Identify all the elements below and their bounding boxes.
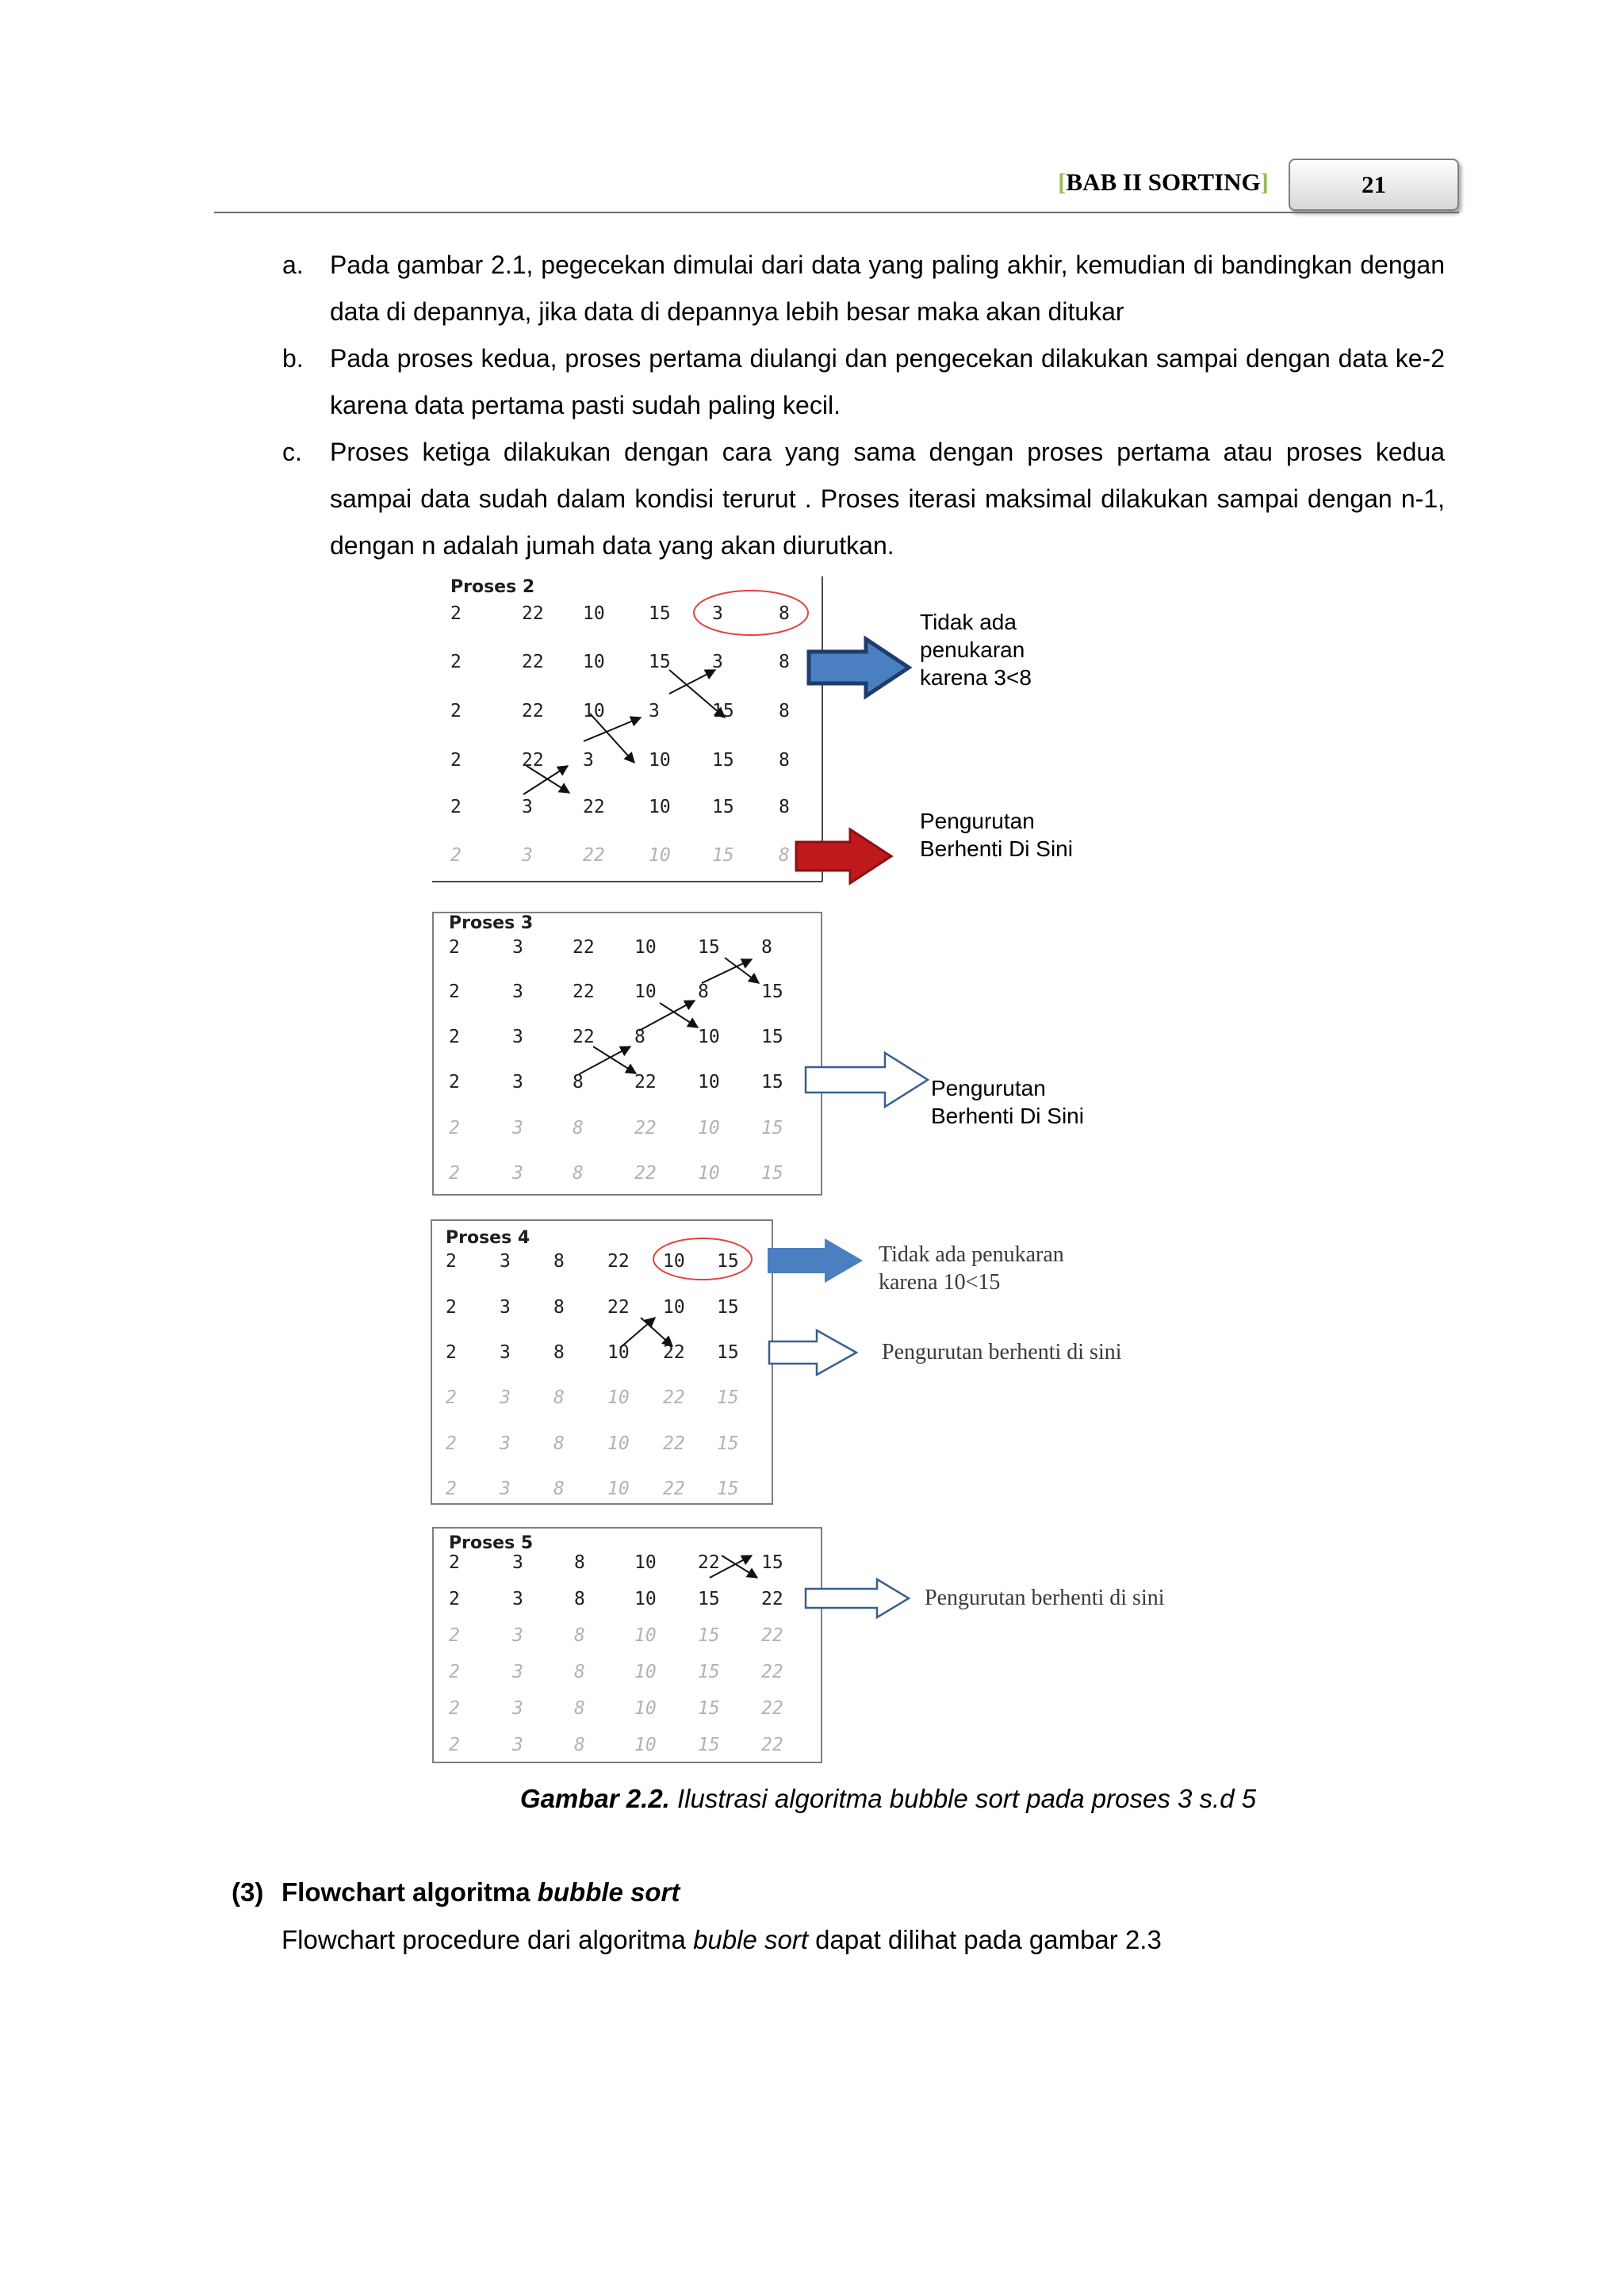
grid-cell: 10 bbox=[649, 797, 671, 817]
grid-cell: 2 bbox=[449, 1072, 460, 1093]
grid-cell: 2 bbox=[450, 652, 462, 672]
grid-cell: 2 bbox=[449, 1662, 460, 1682]
grid-cell: 15 bbox=[649, 603, 671, 624]
proses3-swap-arrows bbox=[579, 958, 759, 1074]
grid-cell: 8 bbox=[573, 1163, 584, 1184]
grid-cell: 22 bbox=[761, 1589, 783, 1609]
grid-cell: 15 bbox=[761, 1072, 783, 1093]
grid-cell: 22 bbox=[573, 937, 595, 958]
grid-cell: 8 bbox=[553, 1251, 565, 1272]
grid-cell: 3 bbox=[500, 1297, 511, 1318]
grid-cell: 3 bbox=[512, 1698, 523, 1719]
caption-label: Gambar 2.2. bbox=[519, 1784, 670, 1813]
proses5-swap-arrows bbox=[710, 1556, 757, 1578]
grid-cell: 2 bbox=[449, 937, 460, 958]
proses5-annotation-stop: Pengurutan berhenti di sini bbox=[925, 1586, 1165, 1610]
grid-cell: 22 bbox=[634, 1072, 657, 1093]
proses2-swap-arrows bbox=[523, 670, 725, 794]
grid-cell: 15 bbox=[698, 1662, 720, 1682]
grid-cell: 10 bbox=[634, 937, 657, 958]
list-text: Pada gambar 2.1, pegecekan dimulai dari data yang paling akhir, kemudian di bandingkan dengan data di depannya, jika data di depannya lebih besar maka akan ditukar bbox=[330, 251, 1445, 326]
grid-cell: 22 bbox=[583, 845, 605, 866]
grid-cell: 2 bbox=[449, 1698, 460, 1719]
proses2-annotation-stop bbox=[920, 807, 1073, 863]
grid-cell: 8 bbox=[574, 1698, 585, 1719]
list-text: Proses ketiga dilakukan dengan cara yang sama dengan proses pertama atau proses kedua sampai data sudah dalam kondisi terurut . Proses iterasi maksimal dilakukan sampai dengan n-1, dengan n adalah jumah data yang akan diurutkan. bbox=[330, 438, 1445, 560]
grid-cell: 8 bbox=[761, 937, 772, 958]
grid-cell: 22 bbox=[663, 1387, 685, 1408]
proses4-swap-arrows bbox=[620, 1318, 672, 1348]
grid-cell: 8 bbox=[573, 1072, 584, 1093]
grid-cell: 3 bbox=[512, 1118, 523, 1138]
annotation-line: Pengurutan bbox=[920, 809, 1035, 833]
grid-cell: 10 bbox=[583, 603, 605, 624]
proses5-title: Proses 5 bbox=[449, 1533, 534, 1553]
grid-cell: 22 bbox=[573, 1027, 595, 1047]
grid-cell: 8 bbox=[779, 797, 790, 817]
grid-cell: 3 bbox=[512, 937, 523, 958]
grid-cell: 10 bbox=[698, 1118, 720, 1138]
grid-cell: 2 bbox=[446, 1387, 457, 1408]
figure-caption bbox=[0, 1784, 1624, 1814]
grid-cell: 2 bbox=[450, 797, 462, 817]
grid-cell: 10 bbox=[698, 1072, 720, 1093]
grid-cell: 15 bbox=[698, 1589, 720, 1609]
chapter-title-text: BAB II SORTING bbox=[1066, 168, 1261, 196]
grid-cell: 15 bbox=[761, 1552, 783, 1573]
grid-cell: 8 bbox=[779, 603, 790, 624]
grid-cell: 15 bbox=[649, 652, 671, 672]
grid-cell: 3 bbox=[522, 845, 533, 866]
grid-cell: 15 bbox=[717, 1479, 739, 1499]
section-body-suffix: dapat dilihat pada gambar 2.3 bbox=[808, 1925, 1162, 1954]
grid-cell: 8 bbox=[779, 701, 790, 721]
grid-cell: 10 bbox=[607, 1479, 630, 1499]
list-marker: b. bbox=[282, 344, 304, 373]
grid-cell: 10 bbox=[634, 1552, 657, 1573]
grid-cell: 22 bbox=[522, 603, 544, 624]
grid-cell: 22 bbox=[522, 701, 544, 721]
grid-cell: 15 bbox=[712, 701, 734, 721]
proses3-annotation-stop bbox=[931, 1074, 1084, 1130]
grid-cell: 10 bbox=[607, 1433, 630, 1454]
grid-cell: 3 bbox=[512, 1589, 523, 1609]
grid-cell: 15 bbox=[712, 797, 734, 817]
page-number: 21 bbox=[1289, 159, 1459, 211]
proses2-highlight-ellipse bbox=[694, 591, 808, 635]
proses4-annotation-stop: Pengurutan berhenti di sini bbox=[882, 1340, 1122, 1364]
grid-cell: 3 bbox=[712, 652, 723, 672]
grid-cell: 22 bbox=[761, 1662, 783, 1682]
grid-cell: 8 bbox=[573, 1118, 584, 1138]
grid-cell: 2 bbox=[446, 1251, 457, 1272]
grid-cell: 8 bbox=[779, 652, 790, 672]
section-body-italic: buble sort bbox=[693, 1925, 808, 1954]
grid-cell: 15 bbox=[761, 982, 783, 1002]
grid-cell: 3 bbox=[512, 1662, 523, 1682]
grid-cell: 8 bbox=[574, 1735, 585, 1755]
grid-cell: 3 bbox=[512, 1552, 523, 1573]
grid-cell: 3 bbox=[512, 1735, 523, 1755]
grid-cell: 22 bbox=[761, 1625, 783, 1646]
grid-cell: 22 bbox=[761, 1698, 783, 1719]
annotation-line: penukaran bbox=[920, 637, 1025, 662]
section-body-prefix: Flowchart procedure dari algoritma bbox=[282, 1925, 694, 1954]
proses4-title: Proses 4 bbox=[446, 1228, 530, 1248]
grid-cell: 3 bbox=[500, 1479, 511, 1499]
annotation-line: Berhenti Di Sini bbox=[931, 1104, 1084, 1128]
grid-cell: 8 bbox=[574, 1589, 585, 1609]
grid-cell: 3 bbox=[512, 1625, 523, 1646]
bracket-close: ] bbox=[1260, 168, 1269, 196]
grid-cell: 10 bbox=[649, 845, 671, 866]
grid-cell: 8 bbox=[574, 1625, 585, 1646]
grid-cell: 2 bbox=[450, 701, 462, 721]
bracket-open: [ bbox=[1058, 168, 1067, 196]
grid-cell: 3 bbox=[500, 1342, 511, 1363]
section-body bbox=[282, 1925, 1162, 1955]
grid-cell: 15 bbox=[717, 1387, 739, 1408]
list-marker: c. bbox=[282, 438, 302, 466]
grid-cell: 10 bbox=[634, 982, 657, 1002]
grid-cell: 10 bbox=[634, 1625, 657, 1646]
proses3-title: Proses 3 bbox=[449, 913, 534, 933]
grid-cell: 8 bbox=[553, 1479, 565, 1499]
grid-cell: 2 bbox=[449, 1589, 460, 1609]
grid-cell: 10 bbox=[583, 701, 605, 721]
grid-cell: 22 bbox=[522, 652, 544, 672]
proses4-annotation-no-swap bbox=[879, 1241, 1064, 1296]
grid-cell: 2 bbox=[449, 1625, 460, 1646]
grid-cell: 10 bbox=[634, 1698, 657, 1719]
grid-cell: 15 bbox=[717, 1251, 739, 1272]
annotation-line: Tidak ada penukaran bbox=[879, 1242, 1064, 1267]
grid-cell: 10 bbox=[607, 1387, 630, 1408]
grid-cell: 2 bbox=[450, 750, 462, 771]
section-heading bbox=[232, 1877, 680, 1908]
section-title-prefix: Flowchart algoritma bbox=[282, 1877, 538, 1907]
grid-cell: 3 bbox=[500, 1251, 511, 1272]
grid-cell: 3 bbox=[512, 1027, 523, 1047]
grid-cell: 8 bbox=[779, 845, 790, 866]
grid-cell: 10 bbox=[663, 1297, 685, 1318]
grid-cell: 3 bbox=[649, 701, 660, 721]
grid-cell: 8 bbox=[574, 1662, 585, 1682]
grid-cell: 2 bbox=[450, 603, 462, 624]
arrow-icon bbox=[806, 1579, 909, 1617]
grid-cell: 22 bbox=[663, 1433, 685, 1454]
grid-cell: 8 bbox=[634, 1027, 645, 1047]
grid-cell: 15 bbox=[698, 1698, 720, 1719]
grid-cell: 15 bbox=[761, 1163, 783, 1184]
arrow-icon bbox=[769, 1330, 856, 1375]
grid-cell: 22 bbox=[634, 1118, 657, 1138]
grid-cell: 22 bbox=[607, 1297, 630, 1318]
grid-cell: 22 bbox=[663, 1342, 685, 1363]
proses2-title: Proses 2 bbox=[450, 577, 535, 597]
grid-cell: 2 bbox=[449, 1118, 460, 1138]
grid-cell: 3 bbox=[583, 750, 594, 771]
annotation-line: Tidak ada bbox=[920, 610, 1017, 634]
grid-cell: 2 bbox=[446, 1297, 457, 1318]
grid-cell: 22 bbox=[634, 1163, 657, 1184]
grid-cell: 8 bbox=[779, 750, 790, 771]
annotation-line: Pengurutan bbox=[931, 1076, 1046, 1100]
arrow-icon bbox=[768, 1238, 863, 1283]
grid-cell: 10 bbox=[698, 1027, 720, 1047]
grid-cell: 3 bbox=[500, 1387, 511, 1408]
grid-cell: 10 bbox=[607, 1342, 630, 1363]
arrow-icon bbox=[809, 639, 909, 696]
grid-cell: 15 bbox=[698, 937, 720, 958]
list-marker: a. bbox=[282, 251, 304, 279]
grid-cell: 2 bbox=[449, 1735, 460, 1755]
grid-cell: 22 bbox=[698, 1552, 720, 1573]
grid-cell: 2 bbox=[449, 1163, 460, 1184]
grid-cell: 8 bbox=[553, 1387, 565, 1408]
grid-cell: 8 bbox=[698, 982, 709, 1002]
section-title-italic: bubble sort bbox=[537, 1877, 680, 1907]
grid-cell: 15 bbox=[712, 845, 734, 866]
annotation-line: karena 10<15 bbox=[879, 1270, 1001, 1295]
grid-cell: 15 bbox=[712, 750, 734, 771]
grid-cell: 2 bbox=[449, 982, 460, 1002]
proses2-annotation-no-swap bbox=[920, 608, 1032, 691]
grid-cell: 2 bbox=[450, 845, 462, 866]
grid-cell: 10 bbox=[634, 1662, 657, 1682]
grid-cell: 15 bbox=[761, 1027, 783, 1047]
grid-cell: 22 bbox=[522, 750, 544, 771]
grid-cell: 2 bbox=[446, 1433, 457, 1454]
grid-cell: 2 bbox=[446, 1342, 457, 1363]
proses4-highlight-ellipse bbox=[653, 1238, 752, 1280]
grid-cell: 8 bbox=[553, 1297, 565, 1318]
grid-cell: 3 bbox=[512, 1072, 523, 1093]
grid-cell: 8 bbox=[553, 1433, 565, 1454]
annotation-line: Berhenti Di Sini bbox=[920, 836, 1073, 861]
grid-cell: 15 bbox=[761, 1118, 783, 1138]
grid-cell: 22 bbox=[583, 797, 605, 817]
grid-cell: 22 bbox=[761, 1735, 783, 1755]
grid-cell: 3 bbox=[522, 797, 533, 817]
grid-cell: 15 bbox=[698, 1625, 720, 1646]
annotation-line: karena 3<8 bbox=[920, 665, 1032, 690]
grid-cell: 3 bbox=[712, 603, 723, 624]
grid-cell: 10 bbox=[583, 652, 605, 672]
grid-cell: 8 bbox=[574, 1552, 585, 1573]
grid-cell: 3 bbox=[512, 1163, 523, 1184]
grid-cell: 10 bbox=[663, 1251, 685, 1272]
caption-text: Ilustrasi algoritma bubble sort pada proses 3 s.d 5 bbox=[669, 1784, 1257, 1813]
arrow-icon bbox=[806, 1053, 928, 1107]
grid-cell: 3 bbox=[512, 982, 523, 1002]
grid-cell: 2 bbox=[446, 1479, 457, 1499]
section-number: (3) bbox=[232, 1877, 264, 1907]
grid-cell: 10 bbox=[634, 1589, 657, 1609]
grid-cell: 2 bbox=[449, 1552, 460, 1573]
grid-cell: 8 bbox=[553, 1342, 565, 1363]
arrow-icon bbox=[796, 829, 891, 883]
grid-cell: 22 bbox=[663, 1479, 685, 1499]
grid-cell: 22 bbox=[607, 1251, 630, 1272]
grid-cell: 10 bbox=[698, 1163, 720, 1184]
grid-cell: 15 bbox=[698, 1735, 720, 1755]
grid-cell: 10 bbox=[634, 1735, 657, 1755]
grid-cell: 15 bbox=[717, 1433, 739, 1454]
grid-cell: 10 bbox=[649, 750, 671, 771]
grid-cell: 15 bbox=[717, 1297, 739, 1318]
grid-cell: 22 bbox=[573, 982, 595, 1002]
grid-cell: 3 bbox=[500, 1433, 511, 1454]
grid-cell: 15 bbox=[717, 1342, 739, 1363]
list-text: Pada proses kedua, proses pertama diulangi dan pengecekan dilakukan sampai dengan data ke-2 karena data pertama pasti sudah paling kecil. bbox=[330, 344, 1445, 419]
grid-cell: 2 bbox=[449, 1027, 460, 1047]
